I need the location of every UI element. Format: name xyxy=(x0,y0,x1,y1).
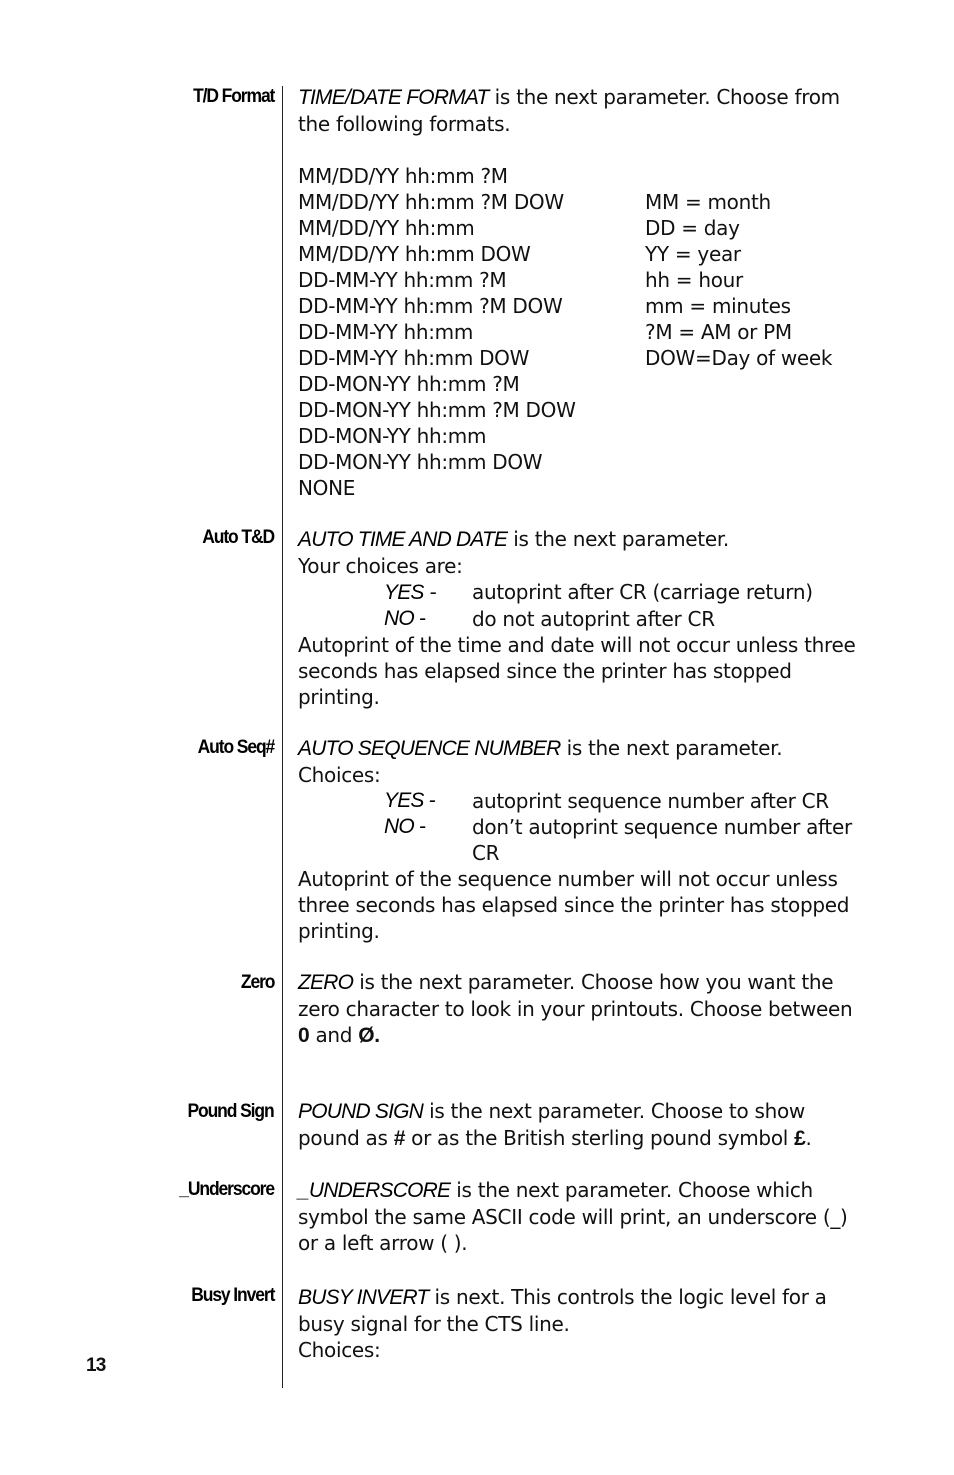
format-option: DD-MON-YY hh:mm ?M xyxy=(298,372,520,396)
format-option: DD-MON-YY hh:mm DOW xyxy=(298,450,543,474)
section-auto-seq xyxy=(298,735,864,944)
keyword: ZERO xyxy=(298,971,354,994)
format-option: DD-MM-YY hh:mm ?M DOW xyxy=(298,294,563,318)
format-options xyxy=(298,163,645,501)
section-pound-sign xyxy=(298,1098,864,1152)
margin-rule xyxy=(282,86,283,1388)
format-list xyxy=(298,163,864,501)
format-option: DD-MM-YY hh:mm DOW xyxy=(298,346,530,370)
section-underscore xyxy=(298,1177,864,1256)
format-option: DD-MON-YY hh:mm ?M DOW xyxy=(298,398,576,422)
format-option: NONE xyxy=(298,476,356,500)
choices-label: Choices: xyxy=(298,763,381,787)
side-label-td-format: T/D Format xyxy=(192,86,274,107)
zero-symbol-plain: 0 xyxy=(298,1024,310,1047)
auto-seq-intro: AUTO SEQUENCE NUMBER is the next parameter. xyxy=(298,736,783,760)
keyword: AUTO SEQUENCE NUMBER xyxy=(298,737,561,760)
keyword: _UNDERSCORE xyxy=(298,1179,451,1202)
format-option: DD-MM-YY hh:mm ?M xyxy=(298,268,507,292)
keyword: TIME/DATE FORMAT xyxy=(298,86,489,109)
format-option: MM/DD/YY hh:mm ?M xyxy=(298,164,508,188)
choices-label: Choices: xyxy=(298,1338,381,1362)
keyword: AUTO TIME AND DATE xyxy=(298,528,508,551)
auto-td-note: Autoprint of the time and date will not occur unless three seconds has elapsed since the printer has stopped printing. xyxy=(298,633,856,709)
auto-td-intro: AUTO TIME AND DATE is the next parameter. xyxy=(298,527,729,551)
busy-intro: BUSY INVERT is next. This controls the logic level for a busy signal for the CTS line. xyxy=(298,1285,827,1336)
format-option: MM/DD/YY hh:mm xyxy=(298,216,475,240)
keyword: BUSY INVERT xyxy=(298,1286,429,1309)
pound-text: POUND SIGN is the next parameter. Choose to show pound as # or as the British sterling pound symbol £. xyxy=(298,1099,812,1150)
option-no: NO - don’t autoprint sequence number after CR xyxy=(384,815,852,865)
td-format-intro: TIME/DATE FORMAT is the next parameter. Choose from the following formats. xyxy=(298,85,840,136)
format-option: MM/DD/YY hh:mm DOW xyxy=(298,242,531,266)
sterling-symbol: £ xyxy=(794,1127,806,1150)
format-option: DD-MM-YY hh:mm xyxy=(298,320,474,344)
section-auto-td xyxy=(298,526,864,710)
choices-label: Your choices are: xyxy=(298,554,463,578)
option-yes: YES - autoprint after CR (carriage return) xyxy=(384,580,813,604)
legend-entry: DD = day xyxy=(645,216,740,240)
section-zero xyxy=(298,969,864,1049)
side-label-zero: Zero xyxy=(240,972,274,993)
side-label-underscore: _Underscore xyxy=(179,1179,274,1200)
side-label-pound-sign: Pound Sign xyxy=(187,1101,274,1122)
legend-entry: YY = year xyxy=(645,242,741,266)
side-label-auto-td: Auto T&D xyxy=(202,527,274,548)
legend-entry: mm = minutes xyxy=(645,294,791,318)
side-label-auto-seq: Auto Seq# xyxy=(197,737,274,758)
section-busy-invert xyxy=(298,1284,864,1363)
page-number: 13 xyxy=(86,1355,106,1376)
option-yes: YES - autoprint sequence number after CR xyxy=(384,789,829,813)
format-option: DD-MON-YY hh:mm xyxy=(298,424,487,448)
zero-text: ZERO is the next parameter. Choose how you want the zero character to look in your printouts. Choose between 0 and Ø. xyxy=(298,970,853,1047)
keyword: POUND SIGN xyxy=(298,1100,424,1123)
zero-symbol-slashed: Ø. xyxy=(358,1024,380,1047)
format-legend xyxy=(645,163,864,501)
legend-entry: MM = month xyxy=(645,190,771,214)
underscore-text: _UNDERSCORE is the next parameter. Choose which symbol the same ASCII code will print, an underscore (_) or a left arrow ( ). xyxy=(298,1178,848,1255)
hash-symbol: # xyxy=(393,1127,406,1150)
option-no: NO - do not autoprint after CR xyxy=(384,607,715,631)
legend-entry: hh = hour xyxy=(645,268,743,292)
side-label-busy-invert: Busy Invert xyxy=(190,1285,274,1306)
auto-seq-note: Autoprint of the sequence number will not occur unless three seconds has elapsed since the printer has stopped printing. xyxy=(298,867,850,943)
format-option: MM/DD/YY hh:mm ?M DOW xyxy=(298,190,564,214)
section-td-format xyxy=(298,84,864,501)
legend-entry: ?M = AM or PM xyxy=(645,320,792,344)
legend-entry: DOW=Day of week xyxy=(645,346,833,370)
